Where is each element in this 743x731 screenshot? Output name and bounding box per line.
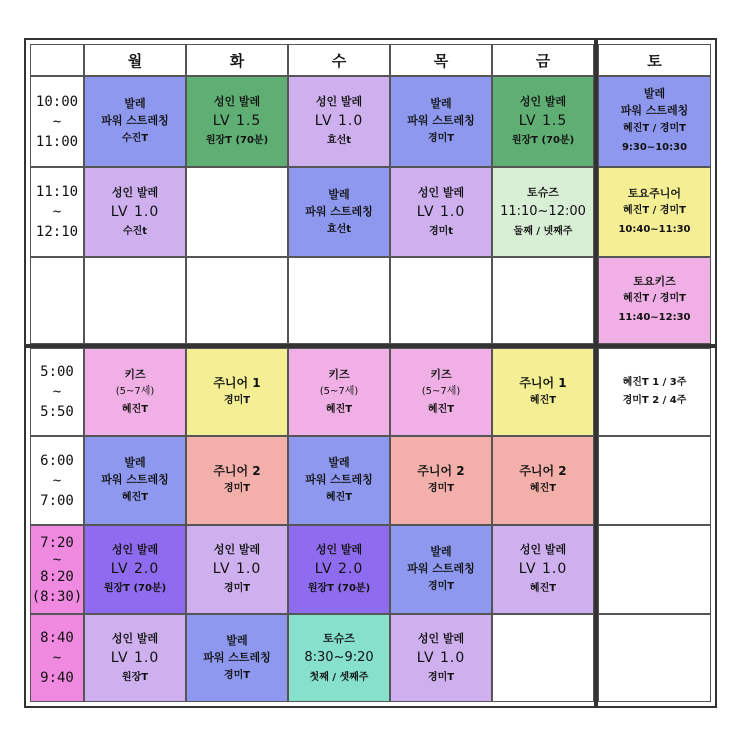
morning-evening-divider	[26, 344, 715, 348]
class-fri-1110: 토슈즈 11:10~12:00 둘째 / 넷째주	[492, 167, 594, 257]
class-fri-1000: 성인 발레 LV 1.5 원장T (70분)	[492, 76, 594, 167]
class-tue-500: 주니어 1 경미T	[186, 348, 288, 436]
class-wed-720: 성인 발레 LV 2.0 원장T (70분)	[288, 525, 390, 614]
class-wed-1000: 성인 발레 LV 1.0 효선t	[288, 76, 390, 167]
class-wed-500: 키즈 (5~7세) 혜진T	[288, 348, 390, 436]
class-mon-500: 키즈 (5~7세) 혜진T	[84, 348, 186, 436]
time-slot-1110: 11:10 ~ 12:10	[30, 167, 84, 257]
sat-teacher-note: 혜진T 1 / 3주 경미T 2 / 4주	[598, 348, 711, 436]
empty-tue-1110	[186, 167, 288, 257]
empty-wed-r3	[288, 257, 390, 344]
class-wed-840: 토슈즈 8:30~9:20 첫째 / 셋째주	[288, 614, 390, 702]
class-mon-720: 성인 발레 LV 2.0 원장T (70분)	[84, 525, 186, 614]
class-thu-500: 키즈 (5~7세) 혜진T	[390, 348, 492, 436]
time-slot-empty	[30, 257, 84, 344]
header-sat: 토	[598, 44, 711, 76]
empty-fri-840	[492, 614, 594, 702]
class-tue-840: 발레 파워 스트레칭 경미T	[186, 614, 288, 702]
empty-fri-r3	[492, 257, 594, 344]
class-wed-1110: 발레 파워 스트레칭 효선t	[288, 167, 390, 257]
class-sat-0930: 발레 파워 스트레칭 혜진T / 경미T 9:30~10:30	[598, 76, 711, 167]
empty-mon-r3	[84, 257, 186, 344]
empty-tue-r3	[186, 257, 288, 344]
class-mon-1000: 발레 파워 스트레칭 수진T	[84, 76, 186, 167]
header-mon: 월	[84, 44, 186, 76]
class-mon-600: 발레 파워 스트레칭 혜진T	[84, 436, 186, 525]
time-slot-1000: 10:00 ~ 11:00	[30, 76, 84, 167]
class-thu-1110: 성인 발레 LV 1.0 경미t	[390, 167, 492, 257]
empty-sat-840	[598, 614, 711, 702]
class-mon-1110: 성인 발레 LV 1.0 수진t	[84, 167, 186, 257]
class-thu-600: 주니어 2 경미T	[390, 436, 492, 525]
class-tue-600: 주니어 2 경미T	[186, 436, 288, 525]
class-fri-600: 주니어 2 혜진T	[492, 436, 594, 525]
header-wed: 수	[288, 44, 390, 76]
weekday-saturday-divider	[594, 40, 598, 706]
header-corner	[30, 44, 84, 76]
empty-sat-600	[598, 436, 711, 525]
class-sat-1140: 토요키즈 혜진T / 경미T 11:40~12:30	[598, 257, 711, 344]
header-fri: 금	[492, 44, 594, 76]
time-slot-500: 5:00 ~ 5:50	[30, 348, 84, 436]
class-fri-720: 성인 발레 LV 1.0 혜진T	[492, 525, 594, 614]
class-thu-720: 발레 파워 스트레칭 경미T	[390, 525, 492, 614]
class-sat-1040: 토요주니어 혜진T / 경미T 10:40~11:30	[598, 167, 711, 257]
empty-sat-720	[598, 525, 711, 614]
class-wed-600: 발레 파워 스트레칭 혜진T	[288, 436, 390, 525]
class-tue-1000: 성인 발레 LV 1.5 원장T (70분)	[186, 76, 288, 167]
time-slot-720: 7:20 ~ 8:20 (8:30)	[30, 525, 84, 614]
header-tue: 화	[186, 44, 288, 76]
time-slot-840: 8:40 ~ 9:40	[30, 614, 84, 702]
class-fri-500: 주니어 1 혜진T	[492, 348, 594, 436]
class-tue-720: 성인 발레 LV 1.0 경미T	[186, 525, 288, 614]
class-thu-1000: 발레 파워 스트레칭 경미T	[390, 76, 492, 167]
time-slot-600: 6:00 ~ 7:00	[30, 436, 84, 525]
class-mon-840: 성인 발레 LV 1.0 원장T	[84, 614, 186, 702]
empty-thu-r3	[390, 257, 492, 344]
header-thu: 목	[390, 44, 492, 76]
class-thu-840: 성인 발레 LV 1.0 경미T	[390, 614, 492, 702]
